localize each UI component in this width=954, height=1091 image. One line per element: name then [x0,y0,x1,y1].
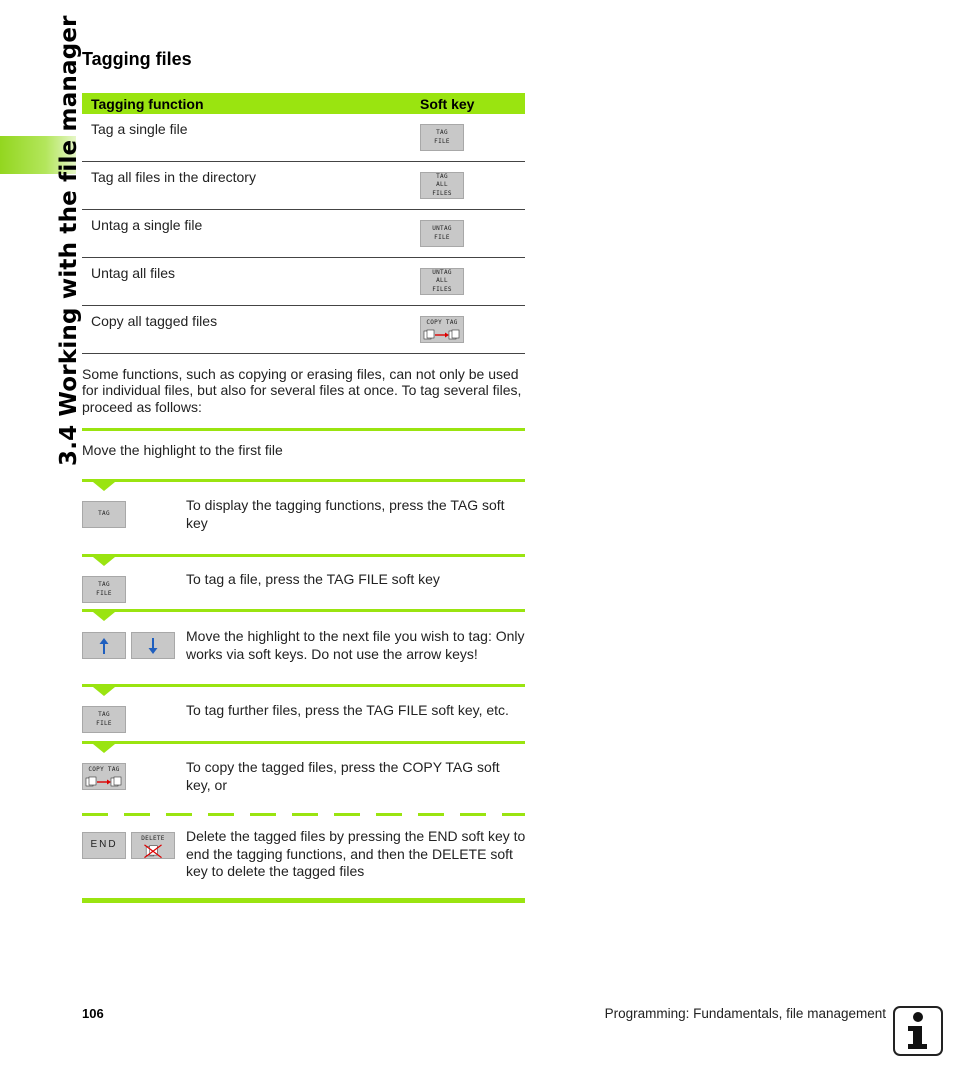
table-row [82,258,525,306]
table-row [82,114,525,162]
step-text: Delete the tagged files by pressing the END soft key to end the tagging functions, and then the DELETE soft key to delete the tagged files [186,828,526,880]
section-title: 3.4 Working with the file manager [56,15,82,466]
untag-file-softkey[interactable]: UNTAG FILE [420,220,464,247]
arrow-up-icon [97,637,111,655]
tag-file-softkey[interactable]: TAG FILE [420,124,464,151]
step-text: Move the highlight to the first file [82,442,283,458]
tag-file-softkey[interactable]: TAG FILE [82,706,126,733]
row-function: Copy all tagged files [91,313,218,329]
delete-files-icon [141,844,165,859]
delete-softkey[interactable]: DELETE [131,832,175,859]
step-divider [82,428,525,431]
step-text: To display the tagging functions, press the TAG soft key [186,497,505,531]
row-function: Tag a single file [91,121,188,137]
step-arrow-icon [93,482,115,491]
copy-files-icon [422,328,462,341]
page-number: 106 [82,1006,104,1021]
table-row [82,210,525,258]
step-text: To tag further files, press the TAG FILE soft key, etc. [186,702,509,718]
copy-files-icon [84,775,124,788]
row-function: Tag all files in the directory [91,169,256,185]
table-header [82,93,525,114]
step-divider [82,479,525,482]
row-function: Untag all files [91,265,176,281]
table-row [82,306,525,354]
intro-paragraph: Some functions, such as copying or erasing files, can not only be used for individual files, but also for several files at once. To tag several files, proceed as follows: [82,366,522,415]
section-end-divider [82,898,525,903]
step-arrow-icon [93,687,115,696]
arrow-up-softkey[interactable] [82,632,126,659]
step-text: To tag a file, press the TAG FILE soft key [186,571,440,587]
alternative-divider [82,813,525,816]
col-softkey-header: Soft key [420,95,475,112]
step-divider [82,554,525,557]
copy-tag-softkey[interactable]: COPY TAG [82,763,126,790]
copy-tag-softkey[interactable]: COPY TAG [420,316,464,343]
step-arrow-icon [93,612,115,621]
tag-file-softkey[interactable]: TAG FILE [82,576,126,603]
table-row [82,162,525,210]
tag-all-files-softkey[interactable]: TAG ALL FILES [420,172,464,199]
step-divider [82,741,525,744]
arrow-down-softkey[interactable] [131,632,175,659]
tagging-table [82,93,525,354]
col-function-header: Tagging function [91,95,204,112]
step-arrow-icon [93,557,115,566]
arrow-down-icon [146,637,160,655]
untag-all-files-softkey[interactable]: UNTAG ALL FILES [420,268,464,295]
tag-softkey[interactable]: TAG [82,501,126,528]
chapter-title: Programming: Fundamentals, file management [604,1006,886,1021]
step-divider [82,684,525,687]
end-softkey[interactable]: END [82,832,126,859]
page-heading: Tagging files [82,49,192,69]
step-text: To copy the tagged files, press the COPY TAG soft key, or [186,759,500,793]
step-divider [82,609,525,612]
step-text: Move the highlight to the next file you wish to tag: Only works via soft keys. Do not use the arrow keys! [186,628,525,662]
info-icon [893,1006,943,1056]
row-function: Untag a single file [91,217,203,233]
step-arrow-icon [93,744,115,753]
